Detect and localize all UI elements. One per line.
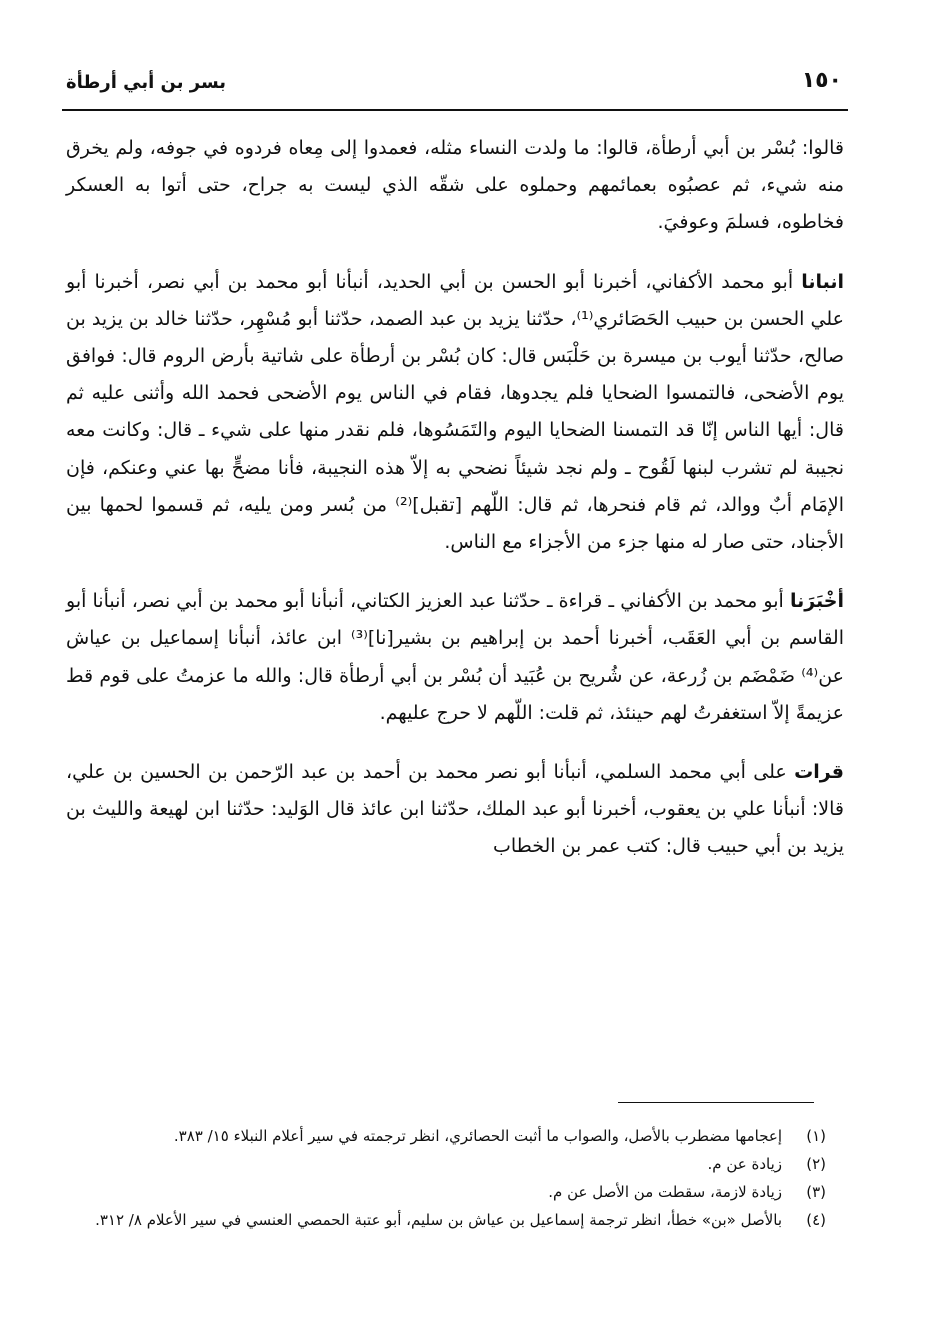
page-header xyxy=(62,62,848,106)
paragraph-lead: أخْبَرَنا xyxy=(789,590,844,613)
footnote xyxy=(66,1150,826,1178)
paragraph-lead: انبانا xyxy=(801,270,844,293)
footnote-text: زيادة لازمة، سقطت من الأصل عن م. xyxy=(548,1183,782,1201)
footnotes xyxy=(66,1122,826,1234)
footnote-number: (١) xyxy=(806,1127,826,1145)
footnote-text: زيادة عن م. xyxy=(707,1155,782,1173)
footnote-number: (٢) xyxy=(806,1155,826,1173)
paragraph xyxy=(66,583,844,732)
paragraph-text: قالوا: بُسْر بن أبي أرطأة، قالوا: ما ولدت النساء مثله، فعمدوا إلى مِعاه فردوه في جوفه، ولم يخرق منه شيء، ثم عصبُوه بعمائمهم وحملوه على شقّه الذي ليست به جراح، حتى أتوا به العسكر فخاطوه، فسلمَ وعوفيَ. xyxy=(66,137,844,234)
running-title: بسر بن أبي أرطأة xyxy=(66,72,227,93)
paragraph xyxy=(66,754,844,866)
footnote-number: (٣) xyxy=(806,1183,826,1201)
footnote-text: إعجامها مضطرب بالأصل، والصواب ما أثبت الحصائري، انظر ترجمته في سير أعلام النبلاء ١٥/ ٣٨٣. xyxy=(173,1127,782,1145)
paragraph xyxy=(66,130,844,242)
paragraph-text: أبو محمد بن الأكفاني ـ قراءة ـ حدّثنا عبد العزيز الكتاني، أنبأنا أبو محمد بن أبي نصر، أنبأنا أبو القاسم بن أبي العَقَب، أخبرنا أحمد بن إبراهيم بن بشير[نا]⁽³⁾ ابن عائذ، أنبأنا إسماعيل بن عياش عن⁽⁴⁾ ضَمْضَم بن زُرعة، عن شُريح بن عُبَيد أن بُسْر بن أبي أرطأة قال: والله ما عزمتُ على قوم قط عزيمةً إلاّ استغفرتُ لهم حينئذ، ثم قلت: اللّهم لا حرج عليهم. xyxy=(66,590,845,724)
paragraph-lead: قرات xyxy=(794,761,844,784)
paragraph-text: على أبي محمد السلمي، أنبأنا أبو نصر محمد بن أحمد بن عبد الرّحمن بن الحسين بن علي، قالا: أنبأنا علي بن يعقوب، أخبرنا أبو عبد الملك، حدّثنا ابن عائذ قال الوَليد: حدّثنا ابن لهيعة والليث بن يزيد بن أبي حبيب قال: كتب عمر بن الخطاب xyxy=(66,761,844,858)
footnote-text: بالأصل «بن» خطأ، انظر ترجمة إسماعيل بن عياش بن سليم، أبو عتبة الحمصي العنسي في سير الأعلام ٨/ ٣١٢. xyxy=(95,1211,782,1229)
footnote xyxy=(66,1178,826,1206)
paragraph-text: أبو محمد الأكفاني، أخبرنا أبو الحسن بن أبي الحديد، أنبأنا أبو محمد بن أبي نصر، أخبرنا أبو علي الحسن بن حبيب الحَصَائري⁽¹⁾، حدّثنا يزيد بن عبد الصمد، حدّثنا أبو مُسْهِر، حدّثنا خالد بن يزيد بن صالح، حدّثنا أيوب بن ميسرة بن حَلْبَس قال: كان بُسْر بن أرطأة على شاتية بأرض الروم قال: فوافق يوم الأضحى، فالتمسوا الضحايا فلم يجدوها، فقام في الناس يوم الأضحى فحمد الله وأثنى عليه ثم قال: أيها الناس إنّا قد التمسنا الضحايا اليوم والتَمَسُوها، فلم نقدر منها على شيء ـ قال: وكانت معه نجيبة لم تشرب لبنها لَقُوح ـ ولم نجد شيئاً نضحي به إلاّ هذه النجيبة، فأنا مضحٍّ بها عني وعنكم، فإن الإمَام أبٌ ووالد، ثم قام فنحرها، ثم قال: اللّهم [تقبل]⁽²⁾ من بُسر ومن يليه، ثم قسموا لحمها بين الأجناد، حتى صار له منها جزء من الأجزاء مع الناس. xyxy=(66,270,845,554)
footnote-separator xyxy=(618,1102,814,1103)
paragraph xyxy=(66,264,844,562)
footnote xyxy=(66,1122,826,1150)
footnote-number: (٤) xyxy=(806,1211,826,1229)
footnote xyxy=(66,1206,826,1234)
header-rule xyxy=(62,109,848,111)
main-text xyxy=(66,130,844,888)
page-number: ١٥٠ xyxy=(801,68,842,93)
